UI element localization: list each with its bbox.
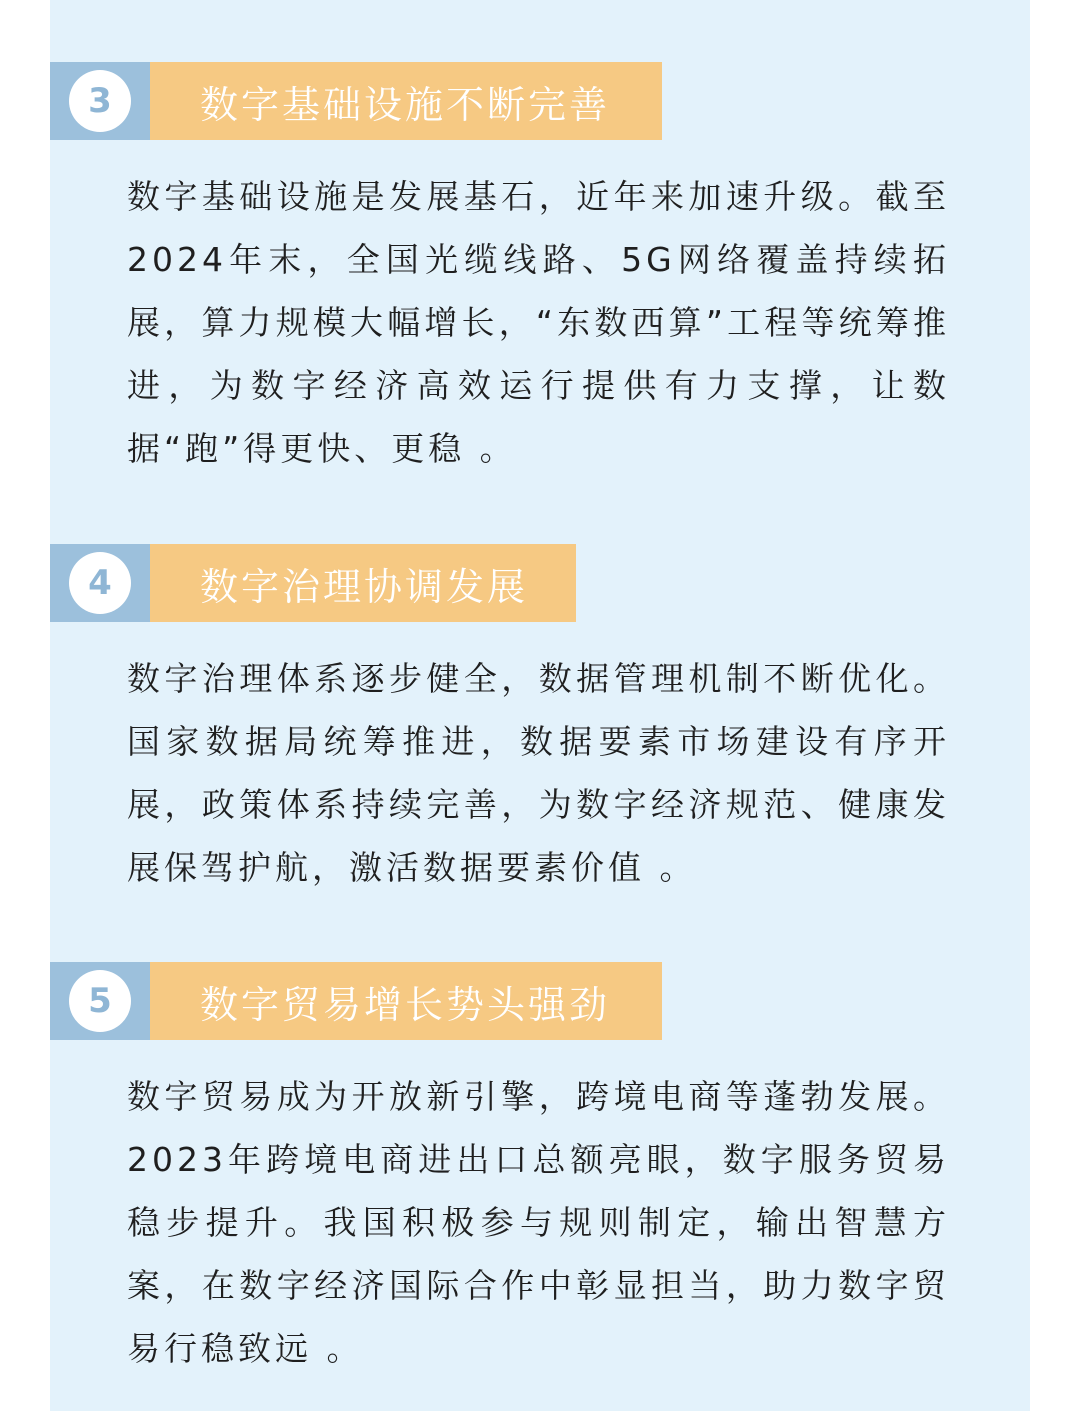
section-number-badge: 3 [69, 70, 131, 132]
section-number-badge: 4 [69, 552, 131, 614]
section-title-box [150, 962, 662, 1040]
section-number-box [50, 544, 150, 622]
section-header [50, 62, 1030, 140]
section-number-badge: 5 [69, 970, 131, 1032]
section-title: 数字治理协调发展 [200, 564, 529, 609]
section-title: 数字基础设施不断完善 [200, 82, 611, 127]
section-header [50, 544, 1030, 622]
section-header [50, 962, 1030, 1040]
section-title: 数字贸易增长势头强劲 [200, 982, 611, 1027]
section-number-box [50, 62, 150, 140]
section-title-box [150, 544, 576, 622]
section-body-text: 数字基础设施是发展基石，近年来加速升级。截至2024年末，全国光缆线路、5G网络覆盖持续拓展，算力规模大幅增长，“东数西算”工程等统筹推进，为数字经济高效运行提供有力支撑，让数据“跑”得更快、更稳 。 [127, 177, 950, 468]
section-3 [50, 62, 1030, 480]
section-4 [50, 544, 1030, 899]
section-5 [50, 962, 1030, 1380]
section-number-box [50, 962, 150, 1040]
section-title-box [150, 62, 662, 140]
section-body-text: 数字治理体系逐步健全，数据管理机制不断优化。国家数据局统筹推进，数据要素市场建设有序开展，政策体系持续完善，为数字经济规范、健康发展保驾护航，激活数据要素价值 。 [127, 659, 950, 887]
section-body-text: 数字贸易成为开放新引擎，跨境电商等蓬勃发展。2023年跨境电商进出口总额亮眼，数字服务贸易稳步提升。我国积极参与规则制定，输出智慧方案，在数字经济国际合作中彰显担当，助力数字贸易行稳致远 。 [127, 1077, 950, 1368]
